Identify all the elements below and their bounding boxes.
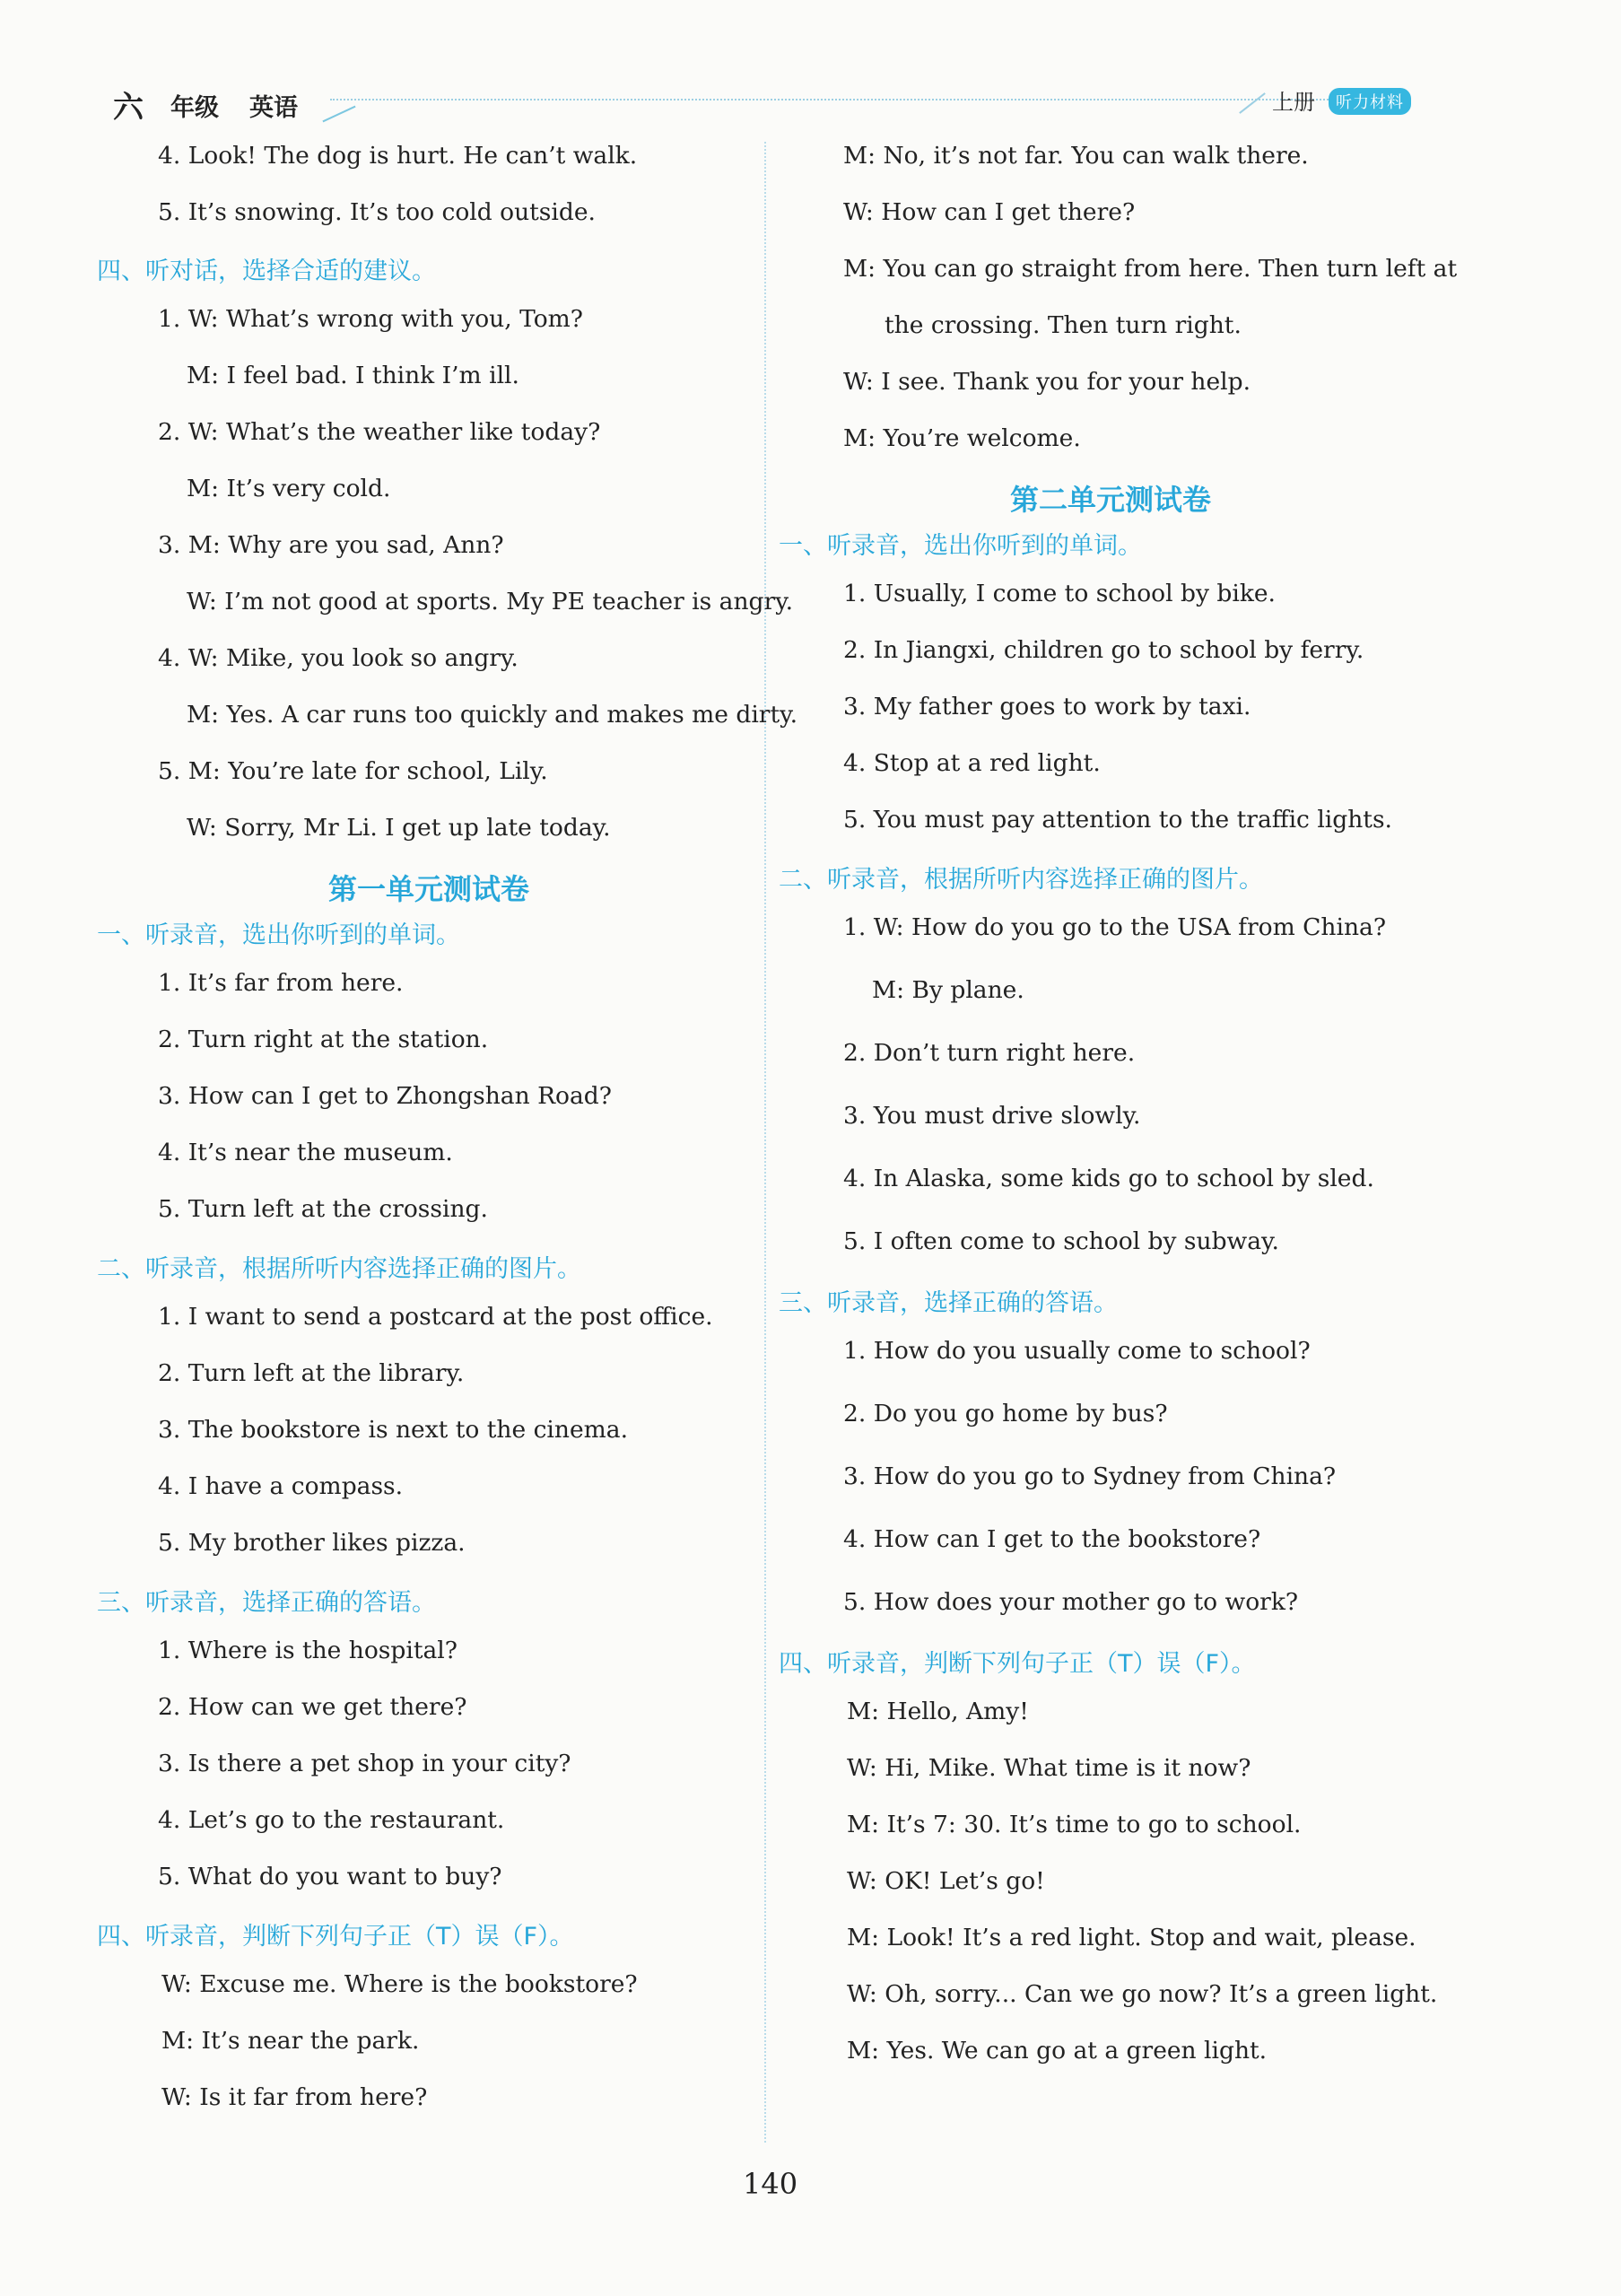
text-line: 2. Turn right at the station. (158, 1026, 489, 1053)
text-line: 2. How can we get there? (158, 1693, 467, 1721)
text-line: 1. W: How do you go to the USA from China? (843, 913, 1387, 941)
text-line: 4. Stop at a red light. (843, 749, 1101, 777)
text-line: 3. The bookstore is next to the cinema. (158, 1416, 628, 1444)
text-line: 1. It’s far from here. (158, 969, 404, 997)
text-line: 4. How can I get to the bookstore? (843, 1525, 1261, 1553)
text-line: W: Sorry, Mr Li. I get up late today. (187, 814, 611, 842)
text-line: 5. You must pay attention to the traffic lights. (843, 806, 1392, 834)
text-line: W: OK! Let’s go! (847, 1867, 1045, 1895)
text-line: 3. M: Why are you sad, Ann? (158, 531, 504, 559)
text-line: 3. How can I get to Zhongshan Road? (158, 1082, 612, 1110)
page-number: 140 (743, 2167, 798, 2201)
text-line: the crossing. Then turn right. (885, 311, 1242, 339)
section-heading: 四、听录音，判断下列句子正（T）误（F）。 (779, 1650, 1256, 1678)
text-line: 4. I have a compass. (158, 1472, 404, 1500)
text-line: 5. M: You’re late for school, Lily. (158, 757, 548, 785)
text-line: M: You can go straight from here. Then turn left at (843, 255, 1458, 283)
text-line: 4. It’s near the museum. (158, 1139, 453, 1166)
text-line: W: I’m not good at sports. My PE teacher is angry. (187, 588, 794, 615)
section-heading: 二、听录音，根据所听内容选择正确的图片。 (97, 1255, 581, 1283)
text-line: M: Yes. We can go at a green light. (847, 2037, 1268, 2065)
text-line: M: It’s 7: 30. It’s time to go to school. (847, 1811, 1302, 1838)
header-grade: 六 (113, 90, 144, 126)
text-line: 3. My father goes to work by taxi. (843, 693, 1251, 720)
text-line: 2. Don’t turn right here. (843, 1039, 1136, 1067)
header-dotted-rule (330, 99, 1353, 100)
text-line: 1. Usually, I come to school by bike. (843, 580, 1276, 607)
text-line: 4. Let’s go to the restaurant. (158, 1806, 505, 1834)
text-line: W: How can I get there? (843, 198, 1136, 226)
text-line: 2. Do you go home by bus? (843, 1400, 1168, 1427)
text-line: 5. What do you want to buy? (158, 1863, 502, 1890)
text-line: W: I see. Thank you for your help. (843, 368, 1251, 396)
text-line: 3. Is there a pet shop in your city? (158, 1750, 571, 1777)
unit-title: 第一单元测试卷 (327, 872, 529, 906)
text-line: W: Excuse me. Where is the bookstore? (161, 1970, 638, 1998)
text-line: 4. W: Mike, you look so angry. (158, 644, 519, 672)
text-line: M: It’s very cold. (187, 475, 391, 502)
header-divider (322, 106, 355, 123)
text-line: 5. My brother likes pizza. (158, 1529, 466, 1557)
header-volume: 上册 (1272, 90, 1315, 115)
header-divider-right (1239, 92, 1266, 114)
header-subject: 英语 (249, 94, 298, 122)
text-line: M: Hello, Amy! (847, 1698, 1029, 1725)
text-line: W: Is it far from here? (161, 2083, 428, 2111)
section-heading: 三、听录音，选择正确的答语。 (97, 1589, 436, 1617)
unit-title: 第二单元测试卷 (1009, 483, 1211, 517)
header-grade-label: 年级 (170, 94, 219, 122)
text-line: 1. How do you usually come to school? (843, 1337, 1311, 1365)
section-heading: 一、听录音，选出你听到的单词。 (97, 921, 460, 949)
text-line: 5. I often come to school by subway. (843, 1227, 1279, 1255)
text-line: 1. W: What’s wrong with you, Tom? (158, 305, 583, 333)
section-heading: 一、听录音，选出你听到的单词。 (779, 532, 1142, 560)
text-line: 1. I want to send a postcard at the post office. (158, 1303, 713, 1331)
text-line: 5. It’s snowing. It’s too cold outside. (158, 198, 596, 226)
column-divider (764, 142, 766, 2143)
text-line: 3. How do you go to Sydney from China? (843, 1462, 1337, 1490)
text-line: 4. In Alaska, some kids go to school by sled. (843, 1165, 1374, 1192)
header-badge: 听力材料 (1329, 88, 1411, 115)
text-line: M: By plane. (872, 976, 1024, 1004)
page-header (106, 83, 1429, 126)
text-line: W: Oh, sorry... Can we go now? It’s a green light. (847, 1980, 1438, 2008)
text-line: M: You’re welcome. (843, 424, 1081, 452)
text-line: W: Hi, Mike. What time is it now? (847, 1754, 1251, 1782)
section-heading: 二、听录音，根据所听内容选择正确的图片。 (779, 866, 1263, 894)
text-line: M: I feel bad. I think I’m ill. (187, 362, 519, 389)
text-line: M: No, it’s not far. You can walk there. (843, 142, 1309, 170)
text-line: 4. Look! The dog is hurt. He can’t walk. (158, 142, 638, 170)
text-line: 5. Turn left at the crossing. (158, 1195, 488, 1223)
text-line: 1. Where is the hospital? (158, 1637, 458, 1664)
section-heading: 三、听录音，选择正确的答语。 (779, 1289, 1118, 1317)
text-line: 3. You must drive slowly. (843, 1102, 1141, 1130)
text-line: 5. How does your mother go to work? (843, 1588, 1299, 1616)
text-line: M: Look! It’s a red light. Stop and wait, please. (847, 1924, 1416, 1951)
text-line: M: Yes. A car runs too quickly and makes me dirty. (187, 701, 797, 729)
text-line: M: It’s near the park. (161, 2027, 420, 2055)
text-line: 2. In Jiangxi, children go to school by ferry. (843, 636, 1364, 664)
section-heading: 四、听录音，判断下列句子正（T）误（F）。 (97, 1923, 574, 1951)
section-heading: 四、听对话，选择合适的建议。 (97, 258, 436, 285)
text-line: 2. Turn left at the library. (158, 1359, 465, 1387)
text-line: 2. W: What’s the weather like today? (158, 418, 601, 446)
